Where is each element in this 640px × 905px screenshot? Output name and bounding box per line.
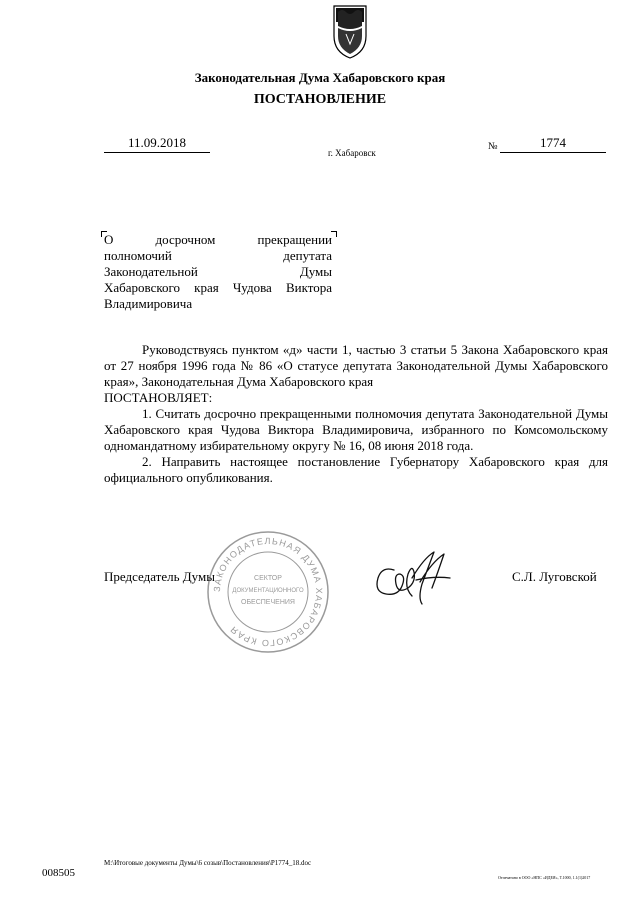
subject-line: полномочий депутата (104, 248, 332, 263)
subject-line: О досрочном прекращении (104, 232, 332, 247)
signatory-name: С.Л. Луговской (512, 569, 597, 584)
file-path: М:\Итоговые документы Думы\6 созыв\Постановления\Р1774_18.doc (104, 859, 312, 867)
document-city: г. Хабаровск (328, 148, 376, 158)
document-body (104, 342, 608, 486)
preamble-paragraph: Руководствуясь пунктом «д» части 1, частью 3 статьи 5 Закона Хабаровского края от 27 ноября 1996 года № 86 «О статусе депутата Законодательной Думы Хабаровского края», Законодательная Дума Хабаровского края (104, 342, 608, 389)
number-label: № (488, 141, 498, 152)
document-number: 1774 (500, 135, 606, 153)
stamp-center-line: СЕКТОР (254, 575, 282, 582)
coat-of-arms-icon (328, 4, 372, 60)
printer-info: Отпечатано в ООО «НПС «ИДЕЯ», Т.1000, 1.1(1)2017 (498, 875, 591, 880)
subject-line: Владимировича (104, 296, 193, 311)
subject-line: Законодательной Думы (104, 264, 332, 279)
resolves-heading: ПОСТАНОВЛЯЕТ: (104, 390, 213, 405)
signatory-position: Председатель Думы (104, 569, 215, 584)
subject-line: Хабаровского края Чудова Виктора (104, 280, 332, 295)
resolution-item-1: 1. Считать досрочно прекращенными полномочия депутата Законодательной Думы Хабаровского края Чудова Виктора Владимировича, избранного по Комсомольскому одномандатному избирательному округу № 16, 08 июня 2018 года. (104, 406, 608, 453)
resolution-item-2: 2. Направить настоящее постановление Губернатору Хабаровского края для официального опубликования. (104, 454, 608, 485)
organization-title: Законодательная Дума Хабаровского края (194, 70, 446, 85)
document-type: ПОСТАНОВЛЕНИЕ (253, 92, 387, 107)
official-stamp (204, 528, 332, 656)
stamp-center-line: ОБЕСПЕЧЕНИЯ (241, 599, 295, 606)
registration-code: 008505 (42, 867, 75, 879)
handwritten-signature (364, 548, 464, 608)
document-subject (104, 232, 332, 312)
stamp-ring-text: ЗАКОНОДАТЕЛЬНАЯ ДУМА ХАБАРОВСКОГО КРАЯ (211, 535, 325, 649)
subject-corner-left (101, 231, 107, 237)
stamp-center-line: ДОКУМЕНТАЦИОННОГО (232, 588, 304, 594)
subject-corner-right (331, 231, 337, 237)
document-date: 11.09.2018 (104, 135, 210, 153)
